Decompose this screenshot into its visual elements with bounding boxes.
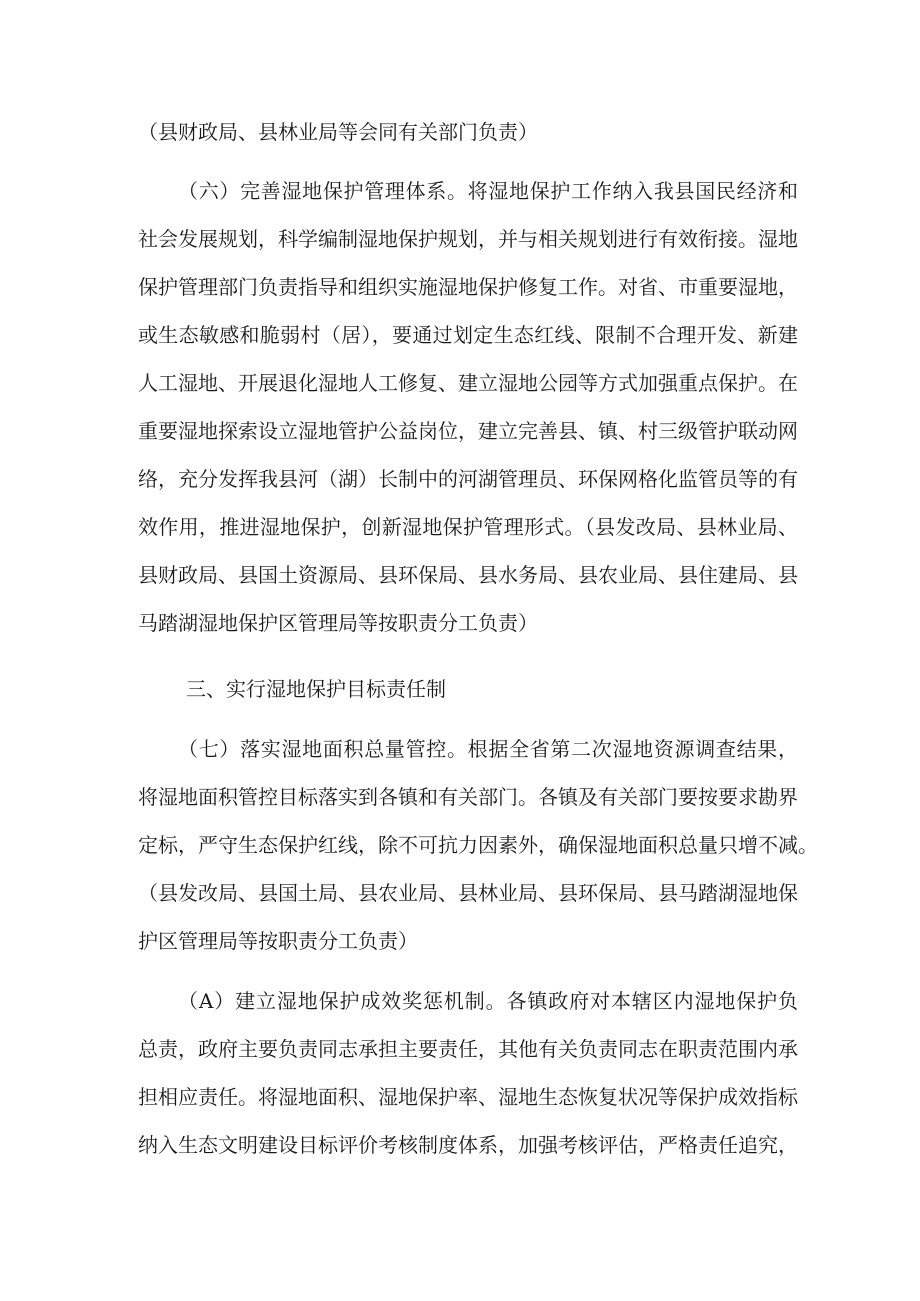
paragraph-line-2: （六）完善湿地保护管理体系。将湿地保护工作纳入我县国民经济和 <box>178 179 798 203</box>
paragraph-line-8: 络，充分发挥我县河（湖）长制中的河湖管理员、环保网格化监管员等的有 <box>138 467 798 491</box>
paragraph-line-18: （A）建立湿地保护成效奖惩机制。各镇政府对本辖区内湿地保护负 <box>178 989 798 1013</box>
paragraph-line-15: 定标，严守生态保护红线，除不可抗力因素外，确保湿地面积总量只增不减。 <box>138 833 818 857</box>
paragraph-line-6: 人工湿地、开展退化湿地人工修复、建立湿地公园等方式加强重点保护。在 <box>138 371 798 395</box>
paragraph-line-17: 护区管理局等按职责分工负责） <box>138 929 418 953</box>
paragraph-line-19: 总责，政府主要负责同志承担主要责任，其他有关负责同志在职责范围内承 <box>138 1037 798 1061</box>
paragraph-line-5: 或生态敏感和脆弱村（居），要通过划定生态红线、限制不合理开发、新建 <box>138 323 798 347</box>
paragraph-line-10: 县财政局、县国土资源局、县环保局、县水务局、县农业局、县住建局、县 <box>138 563 798 587</box>
paragraph-line-7: 重要湿地探索设立湿地管护公益岗位，建立完善县、镇、村三级管护联动网 <box>138 419 798 443</box>
paragraph-line-13: （七）落实湿地面积总量管控。根据全省第二次湿地资源调查结果， <box>178 737 798 761</box>
paragraph-line-16: （县发改局、县国土局、县农业局、县林业局、县环保局、县马踏湖湿地保 <box>138 881 798 905</box>
paragraph-line-3: 社会发展规划，科学编制湿地保护规划，并与相关规划进行有效衔接。湿地 <box>138 227 798 251</box>
paragraph-line-14: 将湿地面积管控目标落实到各镇和有关部门。各镇及有关部门要按要求勘界 <box>138 785 798 809</box>
paragraph-line-4: 保护管理部门负责指导和组织实施湿地保护修复工作。对省、市重要湿地， <box>138 275 798 299</box>
paragraph-line-1: （县财政局、县林业局等会同有关部门负责） <box>138 120 538 144</box>
paragraph-line-21: 纳入生态文明建设目标评价考核制度体系，加强考核评估，严格责任追究， <box>138 1133 798 1157</box>
paragraph-line-9: 效作用，推进湿地保护，创新湿地保护管理形式。（县发改局、县林业局、 <box>138 515 798 539</box>
paragraph-line-11: 马踏湖湿地保护区管理局等按职责分工负责） <box>138 611 538 635</box>
paragraph-line-20: 担相应责任。将湿地面积、湿地保护率、湿地生态恢复状况等保护成效指标 <box>138 1085 798 1109</box>
section-heading: 三、实行湿地保护目标责任制 <box>186 677 446 701</box>
